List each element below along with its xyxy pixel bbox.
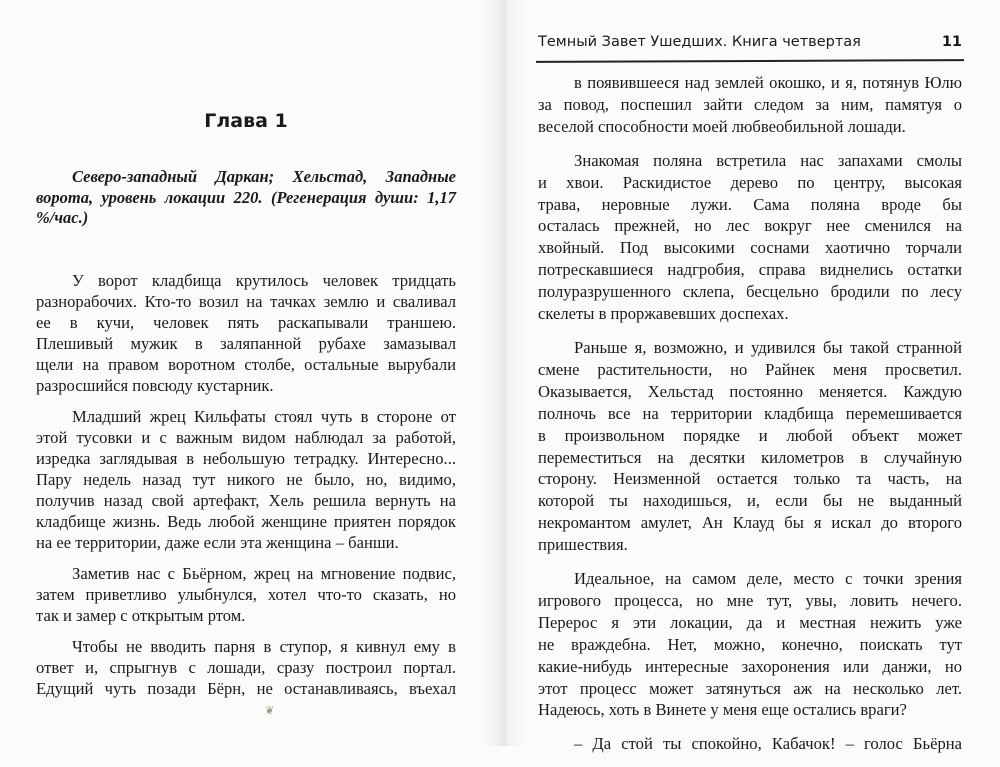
text-line: Надеюсь, хоть в Винете у меня еще остались враги?	[538, 700, 907, 720]
text-line: некромантом амулет, Ан Клауд бы я искал до второго	[538, 513, 962, 533]
running-header-title: Темный Завет Ушедших. Книга четвертая	[538, 34, 861, 50]
text-line: Младший жрец Кильфаты стоял чуть в стороне от	[72, 407, 456, 426]
text-line: Перерос я эти локации, да и местная нежить уже	[538, 612, 962, 632]
footer-ornament-icon: ❦	[265, 705, 275, 717]
left-page-body	[36, 270, 456, 709]
text-line: этой тусовки и с важным видом наблюдал за работой,	[36, 428, 456, 447]
text-line: кладбище жизнь. Ведь любой женщине приятен порядок	[36, 512, 456, 531]
paragraph	[538, 150, 962, 325]
chapter-location-subtitle	[36, 167, 456, 229]
text-line: хвойный. Под высокими соснами хаотично торчали	[538, 238, 962, 258]
text-line: Знакомая поляна встретила нас запахами смолы	[574, 150, 962, 170]
text-line: Идеальное, на самом деле, место с точки зрения	[574, 569, 962, 589]
text-line: смене растительности, но Райнек меня просветил.	[538, 359, 962, 379]
text-line: Плешивый мужик в заляпанной рубахе замазывал	[36, 334, 456, 353]
text-line: – Да стой ты спокойно, Кабачок! – голос Бьёрна	[574, 734, 962, 754]
text-line: Пару недель назад тут никого не было, но, видимо,	[36, 470, 456, 489]
text-line: какие-нибудь интересные захоронения или данжи, но	[538, 656, 962, 676]
text-line: щели на правом воротном столбе, остальные вырубали	[36, 355, 456, 374]
text-line: полуразрушенного склепа, бесцельно бродили по лесу	[538, 282, 962, 302]
paragraph	[36, 270, 456, 396]
right-page-body	[538, 72, 962, 767]
book-gutter-shadow	[482, 0, 526, 746]
text-line: ее в кучи, человек пять раскапывали траншею.	[36, 313, 456, 332]
text-line: У ворот кладбища крутилось человек тридцать	[72, 271, 456, 290]
paragraph	[538, 733, 962, 755]
text-line: изредка заглядывая в небольшую тетрадку. Интересно...	[36, 449, 456, 468]
text-line: ворота, уровень локации 220. (Регенерация души: 1,17	[36, 187, 456, 207]
text-line: которой ты находишься, и, если бы не выданный	[538, 491, 962, 511]
text-line: трава, неровные лужи. Сама поляна вроде бы	[538, 194, 962, 214]
text-line: сторону. Неизменной остается только та часть, на	[538, 469, 962, 489]
paragraph	[36, 563, 456, 626]
paragraph	[538, 337, 962, 556]
text-line: полночь все на территории кладбища перемешивается	[538, 403, 962, 423]
text-line: не враждебна. Нет, можно, конечно, поискать тут	[538, 634, 962, 654]
text-line: Едущий чуть позади Бёрн, не останавливаясь, въехал	[36, 679, 456, 698]
text-line: Чтобы не вводить парня в ступор, я кивнул ему в	[72, 637, 456, 656]
text-line: в произвольном порядке и любой объект может	[538, 425, 962, 445]
text-line: осталась прежней, но лес вокруг нее сменился на	[538, 216, 962, 236]
header-rule	[536, 59, 964, 63]
text-line: на ее территории, даже если эта женщина – банши.	[36, 533, 399, 552]
text-line: за повод, поспешил зайти следом за ним, памятуя о	[538, 94, 962, 114]
text-line: этот процесс может затянуться аж на несколько лет.	[538, 678, 962, 698]
text-line: получив назад свой артефакт, Хель решила вернуть на	[36, 491, 456, 510]
text-line: переместиться на десятки километров в случайную	[538, 447, 962, 467]
paragraph	[36, 636, 456, 699]
text-line: веселой способности моей любвеобильной лошади.	[538, 116, 906, 136]
text-line: ответ и, спрыгнув с лошади, сразу построил портал.	[36, 658, 456, 677]
text-line: Заметив нас с Бьёрном, жрец на мгновение подвис,	[72, 564, 456, 583]
chapter-title: Глава 1	[204, 110, 288, 132]
paragraph	[36, 406, 456, 553]
text-line: в появившееся над землей окошко, и я, потянув Юлю	[574, 73, 962, 92]
text-line: Северо-западный Даркан; Хельстад, Западные	[72, 167, 456, 186]
text-line: затем приветливо улыбнулся, хотел что-то сказать, но	[36, 585, 456, 604]
page-number: 11	[941, 34, 962, 50]
text-line: игрового процесса, но мне тут, увы, ловить нечего.	[538, 590, 962, 610]
text-line: скелеты в проржавевших доспехах.	[538, 304, 789, 324]
text-line: разросшийся повсюду кустарник.	[36, 376, 274, 395]
text-line: разнорабочих. Кто-то возил на тачках землю и сваливал	[36, 292, 456, 311]
text-line: так и замер с открытым ртом.	[36, 606, 246, 625]
text-line: %/час.)	[36, 208, 89, 227]
paragraph	[538, 568, 962, 721]
text-line: Раньше я, возможно, и удивился бы такой странной	[574, 337, 962, 357]
text-line: пришествия.	[538, 535, 628, 555]
text-line: и хвои. Раскидистое дерево по центру, высокая	[538, 172, 962, 192]
text-line: потрескавшиеся надгробия, справа виднелись остатки	[538, 260, 962, 280]
text-line: Оказывается, Хельстад постоянно меняется. Каждую	[538, 381, 962, 401]
paragraph	[538, 72, 962, 138]
